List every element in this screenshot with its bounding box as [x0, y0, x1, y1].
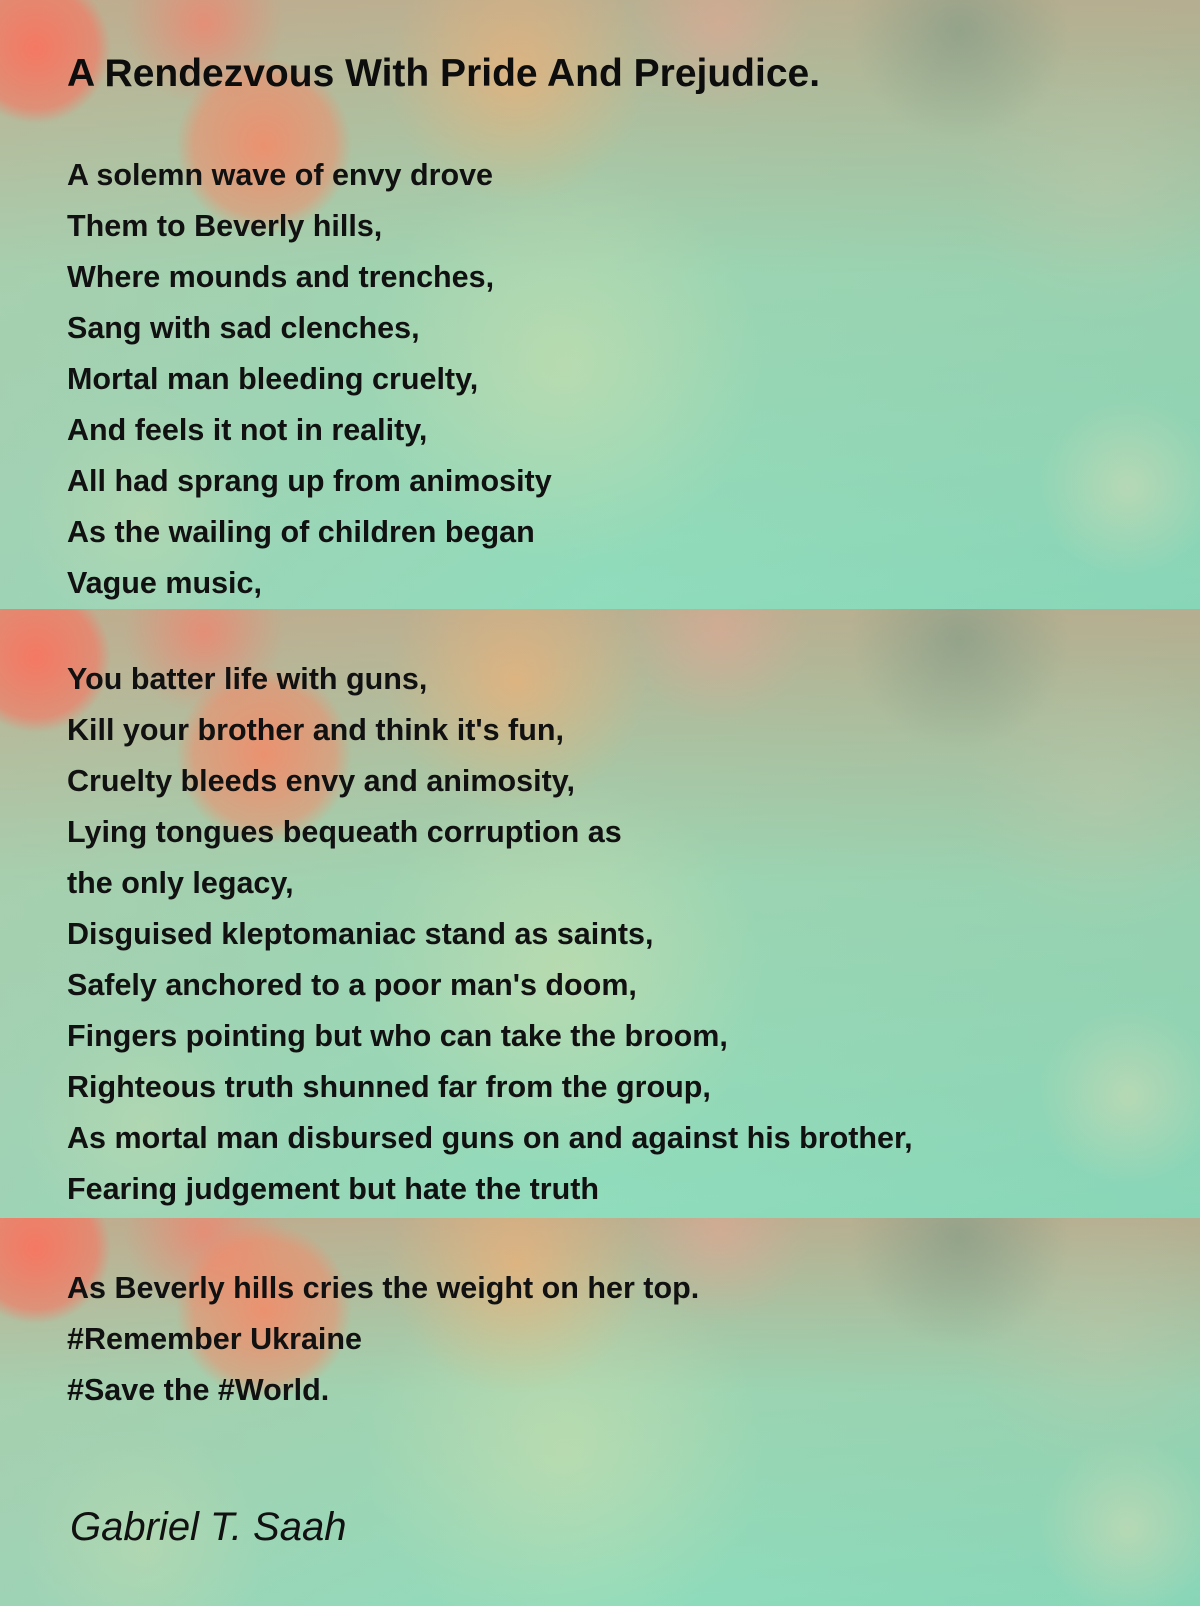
poem-line: Lying tongues bequeath corruption as	[67, 815, 622, 849]
poem-line: As Beverly hills cries the weight on her top.	[67, 1271, 700, 1305]
poem-line: the only legacy,	[67, 866, 294, 900]
poem-line: Cruelty bleeds envy and animosity,	[67, 764, 575, 798]
poem-line: A solemn wave of envy drove	[67, 158, 494, 192]
poem-line: #Save the #World.	[67, 1373, 330, 1407]
poem-line: Sang with sad clenches,	[67, 311, 420, 345]
poem-author: Gabriel T. Saah	[70, 1505, 347, 1549]
poem-line: As the wailing of children began	[67, 515, 535, 549]
stanza-1	[67, 150, 552, 609]
poem-line: Kill your brother and think it's fun,	[67, 713, 564, 747]
poem-title: A Rendezvous With Pride And Prejudice.	[67, 52, 821, 95]
poem-line: And feels it not in reality,	[67, 413, 428, 447]
poem-line: Righteous truth shunned far from the group,	[67, 1070, 711, 1104]
poem-line: Where mounds and trenches,	[67, 260, 495, 294]
poem-line: Mortal man bleeding cruelty,	[67, 362, 479, 396]
poem-line: Fearing judgement but hate the truth	[67, 1172, 600, 1206]
stanza-3	[67, 1263, 699, 1416]
poem-line: As mortal man disbursed guns on and against his brother,	[67, 1121, 913, 1155]
poem-line: Them to Beverly hills,	[67, 209, 383, 243]
poem-line: Disguised kleptomaniac stand as saints,	[67, 917, 654, 951]
poem-line: You batter life with guns,	[67, 662, 428, 696]
poem-line: All had sprang up from animosity	[67, 464, 552, 498]
poem-line: #Remember Ukraine	[67, 1322, 362, 1356]
poem-line: Safely anchored to a poor man's doom,	[67, 968, 637, 1002]
stanza-2	[67, 654, 913, 1215]
poem-line: Vague music,	[67, 566, 262, 600]
poem-line: Fingers pointing but who can take the broom,	[67, 1019, 728, 1053]
